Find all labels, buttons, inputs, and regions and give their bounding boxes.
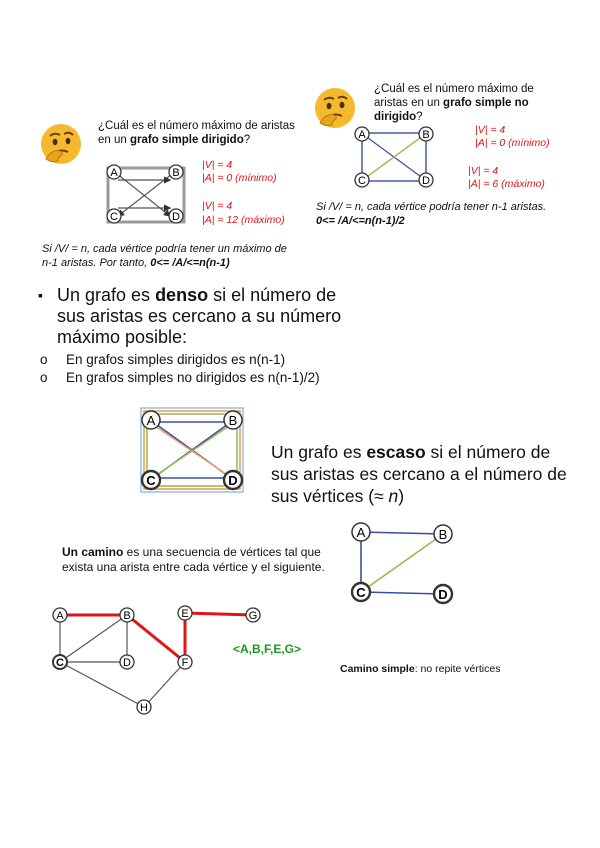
- svg-text:B: B: [123, 610, 131, 622]
- directed-note: Si /V/ = n, cada vértice podría tener un máximo de n-1 aristas. Por tanto, 0<= /A/<=n(n-1): [42, 243, 287, 269]
- directed-complete-graph: [98, 160, 198, 230]
- graph-node-g: [246, 608, 260, 622]
- directed-question: ¿Cuál es el número máximo de aristas en un grafo simple dirigido?: [98, 120, 295, 146]
- graph-node-c: [142, 471, 160, 489]
- svg-text:C: C: [356, 585, 366, 600]
- svg-text:B: B: [172, 167, 180, 179]
- undirected-question: ¿Cuál es el número máximo de aristas en un grafo simple no dirigido?: [374, 83, 534, 123]
- svg-text:D: D: [228, 473, 238, 488]
- svg-text:H: H: [140, 702, 148, 714]
- svg-text:A: A: [146, 413, 156, 428]
- path-graph: [40, 600, 280, 720]
- svg-text:A: A: [358, 129, 366, 141]
- svg-text:D: D: [422, 175, 430, 187]
- svg-text:E: E: [181, 608, 189, 620]
- directed-min-a: |A| = 0 (mínimo): [202, 172, 277, 184]
- svg-text:D: D: [438, 587, 448, 602]
- sparse-definition: Un grafo es escaso si el número de sus aristas es cercano a el número de sus vértices (≈ n): [271, 442, 567, 506]
- svg-text:C: C: [110, 211, 118, 223]
- directed-min-v: |V| = 4: [202, 159, 233, 171]
- graph-node-d: [120, 655, 134, 669]
- dense-sub-undirected: o En grafos simples no dirigidos es n(n-1)/2): [40, 370, 320, 385]
- graph-node-h: [137, 700, 151, 714]
- svg-text:D: D: [123, 657, 131, 669]
- svg-text:C: C: [146, 473, 156, 488]
- undirected-max-v: |V| = 4: [468, 165, 499, 177]
- svg-text:A: A: [56, 610, 64, 622]
- undirected-min-v: |V| = 4: [475, 124, 506, 136]
- svg-text:D: D: [172, 211, 180, 223]
- svg-text:C: C: [56, 657, 64, 669]
- undirected-complete-graph: [350, 124, 440, 190]
- undirected-max-a: |A| = 6 (máximo): [468, 178, 545, 190]
- svg-text:B: B: [422, 129, 430, 141]
- graph-node-a: [355, 127, 369, 141]
- graph-node-c: [355, 173, 369, 187]
- graph-node-e: [178, 606, 192, 620]
- graph-node-d: [169, 209, 183, 223]
- graph-node-b: [120, 608, 134, 622]
- sparse-graph: [340, 518, 460, 608]
- directed-max-v: |V| = 4: [202, 200, 233, 212]
- svg-text:F: F: [181, 657, 189, 669]
- simple-path-note: Camino simple: no repite vértices: [340, 663, 501, 675]
- graph-node-d: [419, 173, 433, 187]
- graph-node-d: [434, 585, 452, 603]
- path-definition: Un camino es una secuencia de vértices tal que exista una arista entre cada vértice y el siguiente.: [62, 545, 325, 574]
- dense-sub-directed: o En grafos simples dirigidos es n(n-1): [40, 352, 286, 367]
- svg-text:G: G: [248, 610, 258, 622]
- undirected-min-a: |A| = 0 (mínimo): [475, 137, 550, 149]
- graph-node-a: [352, 523, 370, 541]
- graph-node-a: [142, 411, 160, 429]
- graph-node-d: [224, 471, 242, 489]
- svg-text:B: B: [438, 527, 448, 542]
- path-sequence: <A,B,F,E,G>: [233, 642, 302, 656]
- graph-node-b: [419, 127, 433, 141]
- dense-graph: [135, 406, 250, 494]
- svg-text:C: C: [358, 175, 366, 187]
- graph-node-c: [107, 209, 121, 223]
- thinking-face-icon: [38, 121, 84, 167]
- svg-text:A: A: [110, 167, 118, 179]
- svg-text:A: A: [356, 525, 366, 540]
- graph-node-c: [53, 655, 67, 669]
- svg-text:B: B: [228, 413, 238, 428]
- graph-node-f: [178, 655, 192, 669]
- graph-node-c: [352, 583, 370, 601]
- undirected-note: Si /V/ = n, cada vértice podría tener n-1 aristas. 0<= /A/<=n(n-1)/2: [316, 201, 547, 227]
- graph-node-b: [434, 525, 452, 543]
- graph-node-b: [224, 411, 242, 429]
- directed-max-a: |A| = 12 (máximo): [202, 214, 285, 226]
- bullet-marker: ▪: [38, 287, 43, 303]
- graph-node-b: [169, 165, 183, 179]
- graph-node-a: [107, 165, 121, 179]
- dense-definition: Un grafo es denso si el número de sus aristas es cercano a su número máximo posible:: [57, 285, 342, 347]
- graph-node-a: [53, 608, 67, 622]
